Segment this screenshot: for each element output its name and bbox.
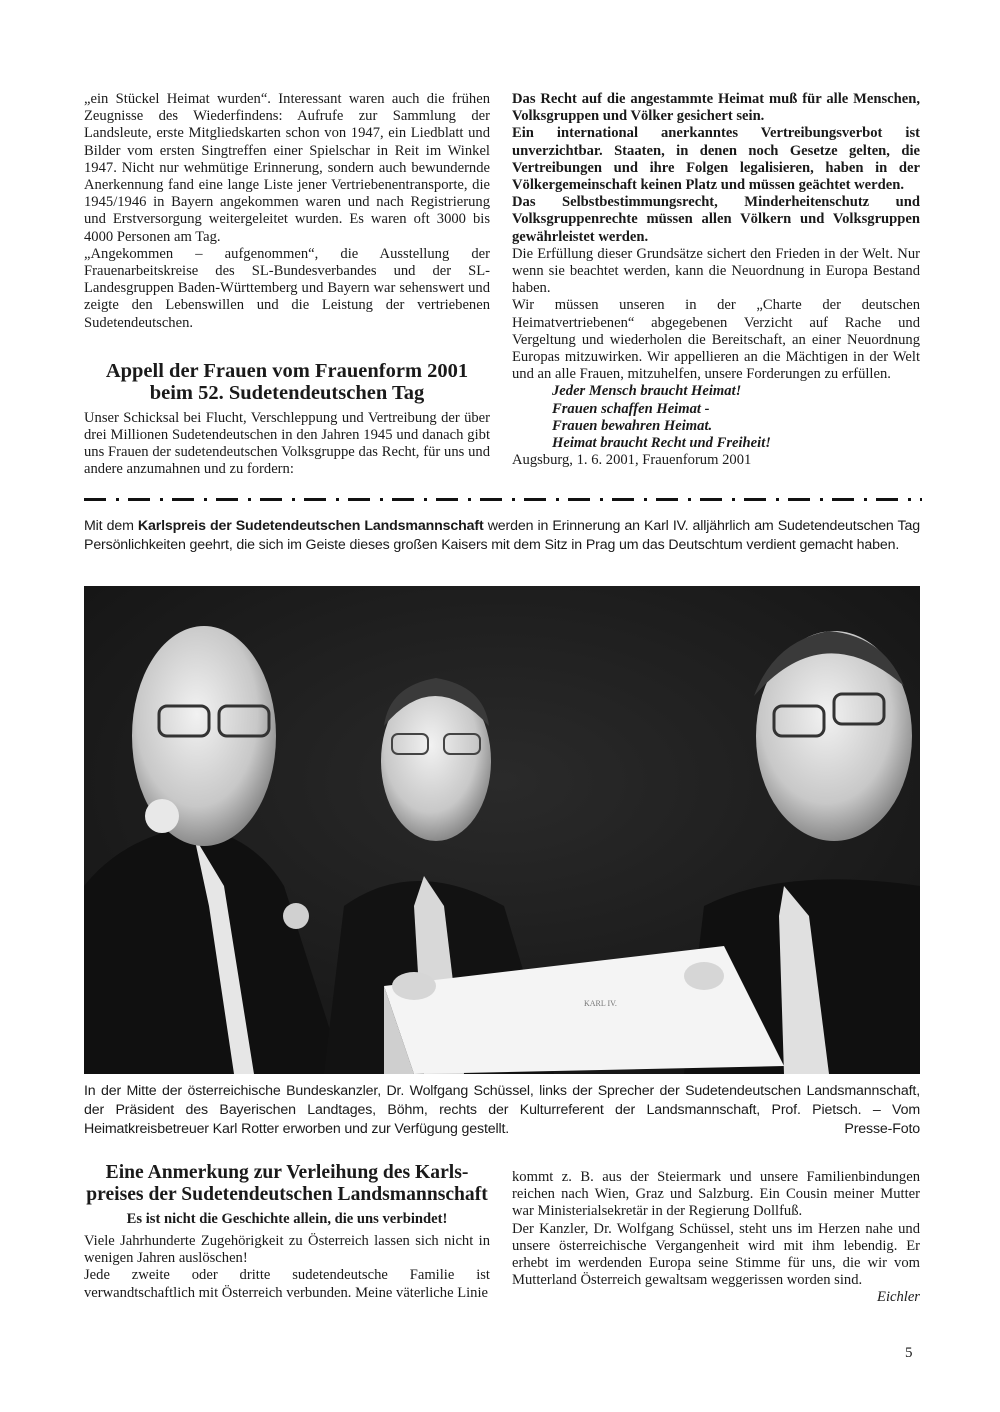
body-paragraph: Jede zweite oder dritte sudetendeutsche Familie ist verwandtschaftlich mit Österreich verbunden. Meine väterliche Linie: [84, 1267, 490, 1301]
slogan: Frauen schaffen Heimat -: [552, 400, 710, 417]
body-paragraph: Unser Schicksal bei Flucht, Verschleppung und Vertreibung der über drei Millionen Sudetendeutschen in den Jahren 1945 und danach gibt uns Frauen der sudetendeutschen Volksgruppe das Recht, für uns und andere anzumahnen und zu fordern:: [84, 409, 490, 478]
demand-paragraph: Das Recht auf die angestammte Heimat muß für alle Menschen, Volksgruppen und Völker gesichert sein.: [512, 91, 920, 125]
body-paragraph: Wir müssen unseren in der „Charte der deutschen Heimatvertriebenen“ abgegebenen Verzicht auf Rache und Vergeltung und wiederholen die Bereitschaft, an einer Neuordnung Europas mitzuwirken. Wir appellieren an die Mächtigen in der Welt und an alle Frauen, mitzuhelfen, unsere Forderungen zu erfüllen.: [512, 297, 920, 383]
bottom-right-column: [512, 1169, 920, 1307]
page-number: 5: [905, 1345, 913, 1361]
body-paragraph: „Angekommen – aufgenommen“, die Ausstellung der Frauenarbeitskreise des SL-Bundesverbandes und der SL-Landesgruppen Baden-Württemberg und Bayern war sehenswert und zeigte den Lebenswillen und die Leistung der vertriebenen Sudetendeutschen.: [84, 245, 490, 331]
body-paragraph: Der Kanzler, Dr. Wolfgang Schüssel, steht uns im Herzen nahe und unsere österreichische Vergangenheit wird mit ihm lebendig. Er erhebt im werdenden Europa seine Stimme für uns, die wir vom Mutterland Österreich gewaltsam weggerissen worden sind.: [512, 1220, 920, 1289]
signoff: Augsburg, 1. 6. 2001, Frauenforum 2001: [512, 452, 752, 469]
photo-caption: In der Mitte der österreichische Bundeskanzler, Dr. Wolfgang Schüssel, links der Sprecher der Sudetendeutschen Landsmannschaft, der Präsident des Bayerischen Landtages, Böhm, rechts der Kulturreferent der Landsmannschaft, Prof. Pietsch. – Vom Heimatkreisbetreuer Karl Rotter erworben und zur Verfügung gestellt. Presse-Foto: [84, 1082, 920, 1140]
karlspreis-name: Karlspreis der Sudetendeutschen Landsmannschaft: [137, 518, 484, 534]
note-subheading: Es ist nicht die Geschichte allein, die uns verbindet!: [126, 1211, 448, 1227]
author-signature: Eichler: [877, 1289, 920, 1306]
demand-paragraph: Ein international anerkanntes Vertreibungsverbot ist unverzichtbar. Staaten, in denen noch Gesetze gelten, die Vertreibungen und ihre Folgen legalisieren, haben in der Völkergemeinschaft keinen Platz und müssen geächtet werden.: [512, 125, 920, 194]
karlspreis-intro: Mit dem Karlspreis der Sudetendeutschen Landsmannschaft werden in Erinnerung an Karl IV. alljährlich am Sudetendeutschen Tag Persönlichkeiten geehrt, die sich im Geiste dieses großen Kaisers mit dem Sitz in Prag um das Deutschtum verdient gemacht haben.: [84, 518, 920, 554]
press-photo: [84, 586, 920, 1074]
appeal-heading: Appell der Frauen vom Frauenform 2001 beim 52. Sudetendeutschen Tag: [105, 359, 469, 404]
top-right-column: [512, 91, 920, 469]
slogan: Jeder Mensch braucht Heimat!: [552, 383, 742, 400]
note-heading: Eine Anmerkung zur Verleihung des Karls- preises der Sudetendeutschen Landsmannschaft: [86, 1162, 488, 1205]
certificate-text: KARL IV.: [584, 999, 617, 1008]
top-left-column: [84, 91, 490, 479]
body-paragraph: Die Erfüllung dieser Grundsätze sichert den Frieden in der Welt. Nur wenn sie beachtet werden, kann die Neuordnung in Europa Bestand haben.: [512, 245, 920, 297]
body-paragraph: „ein Stückel Heimat wurden“. Interessant waren auch die frühen Zeugnisse des Wiederfindens: Aufrufe zur Sammlung der Landsleute, erste Mitgliedskarten schon von 1947, ein Liedblatt und Bilder vom ersten Singtreffen einer Spielschar in Reit im Winkel 1947. Nicht nur wehmütige Erinnerung, sondern auch bewundernde Anerkennung fand eine lange Liste jener Vertriebenentransporte, die 1945/1946 in Bayern angekommen waren und nach Registrierung und Erstversorgung weitergeleitet wurden. Es waren oft 3000 bis 4000 Personen am Tag.: [84, 91, 490, 245]
slogan: Frauen bewahren Heimat.: [552, 417, 713, 434]
body-paragraph: Viele Jahrhunderte Zugehörigkeit zu Österreich lassen sich nicht in wenigen Jahren auslöschen!: [84, 1233, 490, 1267]
photo-credit: Presse-Foto: [844, 1121, 920, 1138]
slogan: Heimat braucht Recht und Freiheit!: [552, 435, 771, 452]
body-paragraph: kommt z. B. aus der Steiermark und unsere Familienbindungen reichen nach Wien, Graz und Salzburg. Ein Cousin meiner Mutter war Ministerialsekretär in der Regierung Dollfuß.: [512, 1169, 920, 1220]
photo-illustration: [84, 586, 920, 1074]
bottom-left-column: [84, 1162, 490, 1302]
section-divider: [84, 498, 922, 502]
demand-paragraph: Das Selbstbestimmungsrecht, Minderheitenschutz und Volksgruppenrechte müssen allen Völkern und Volksgruppen gewährleistet werden.: [512, 194, 920, 245]
slogans: [512, 383, 920, 452]
